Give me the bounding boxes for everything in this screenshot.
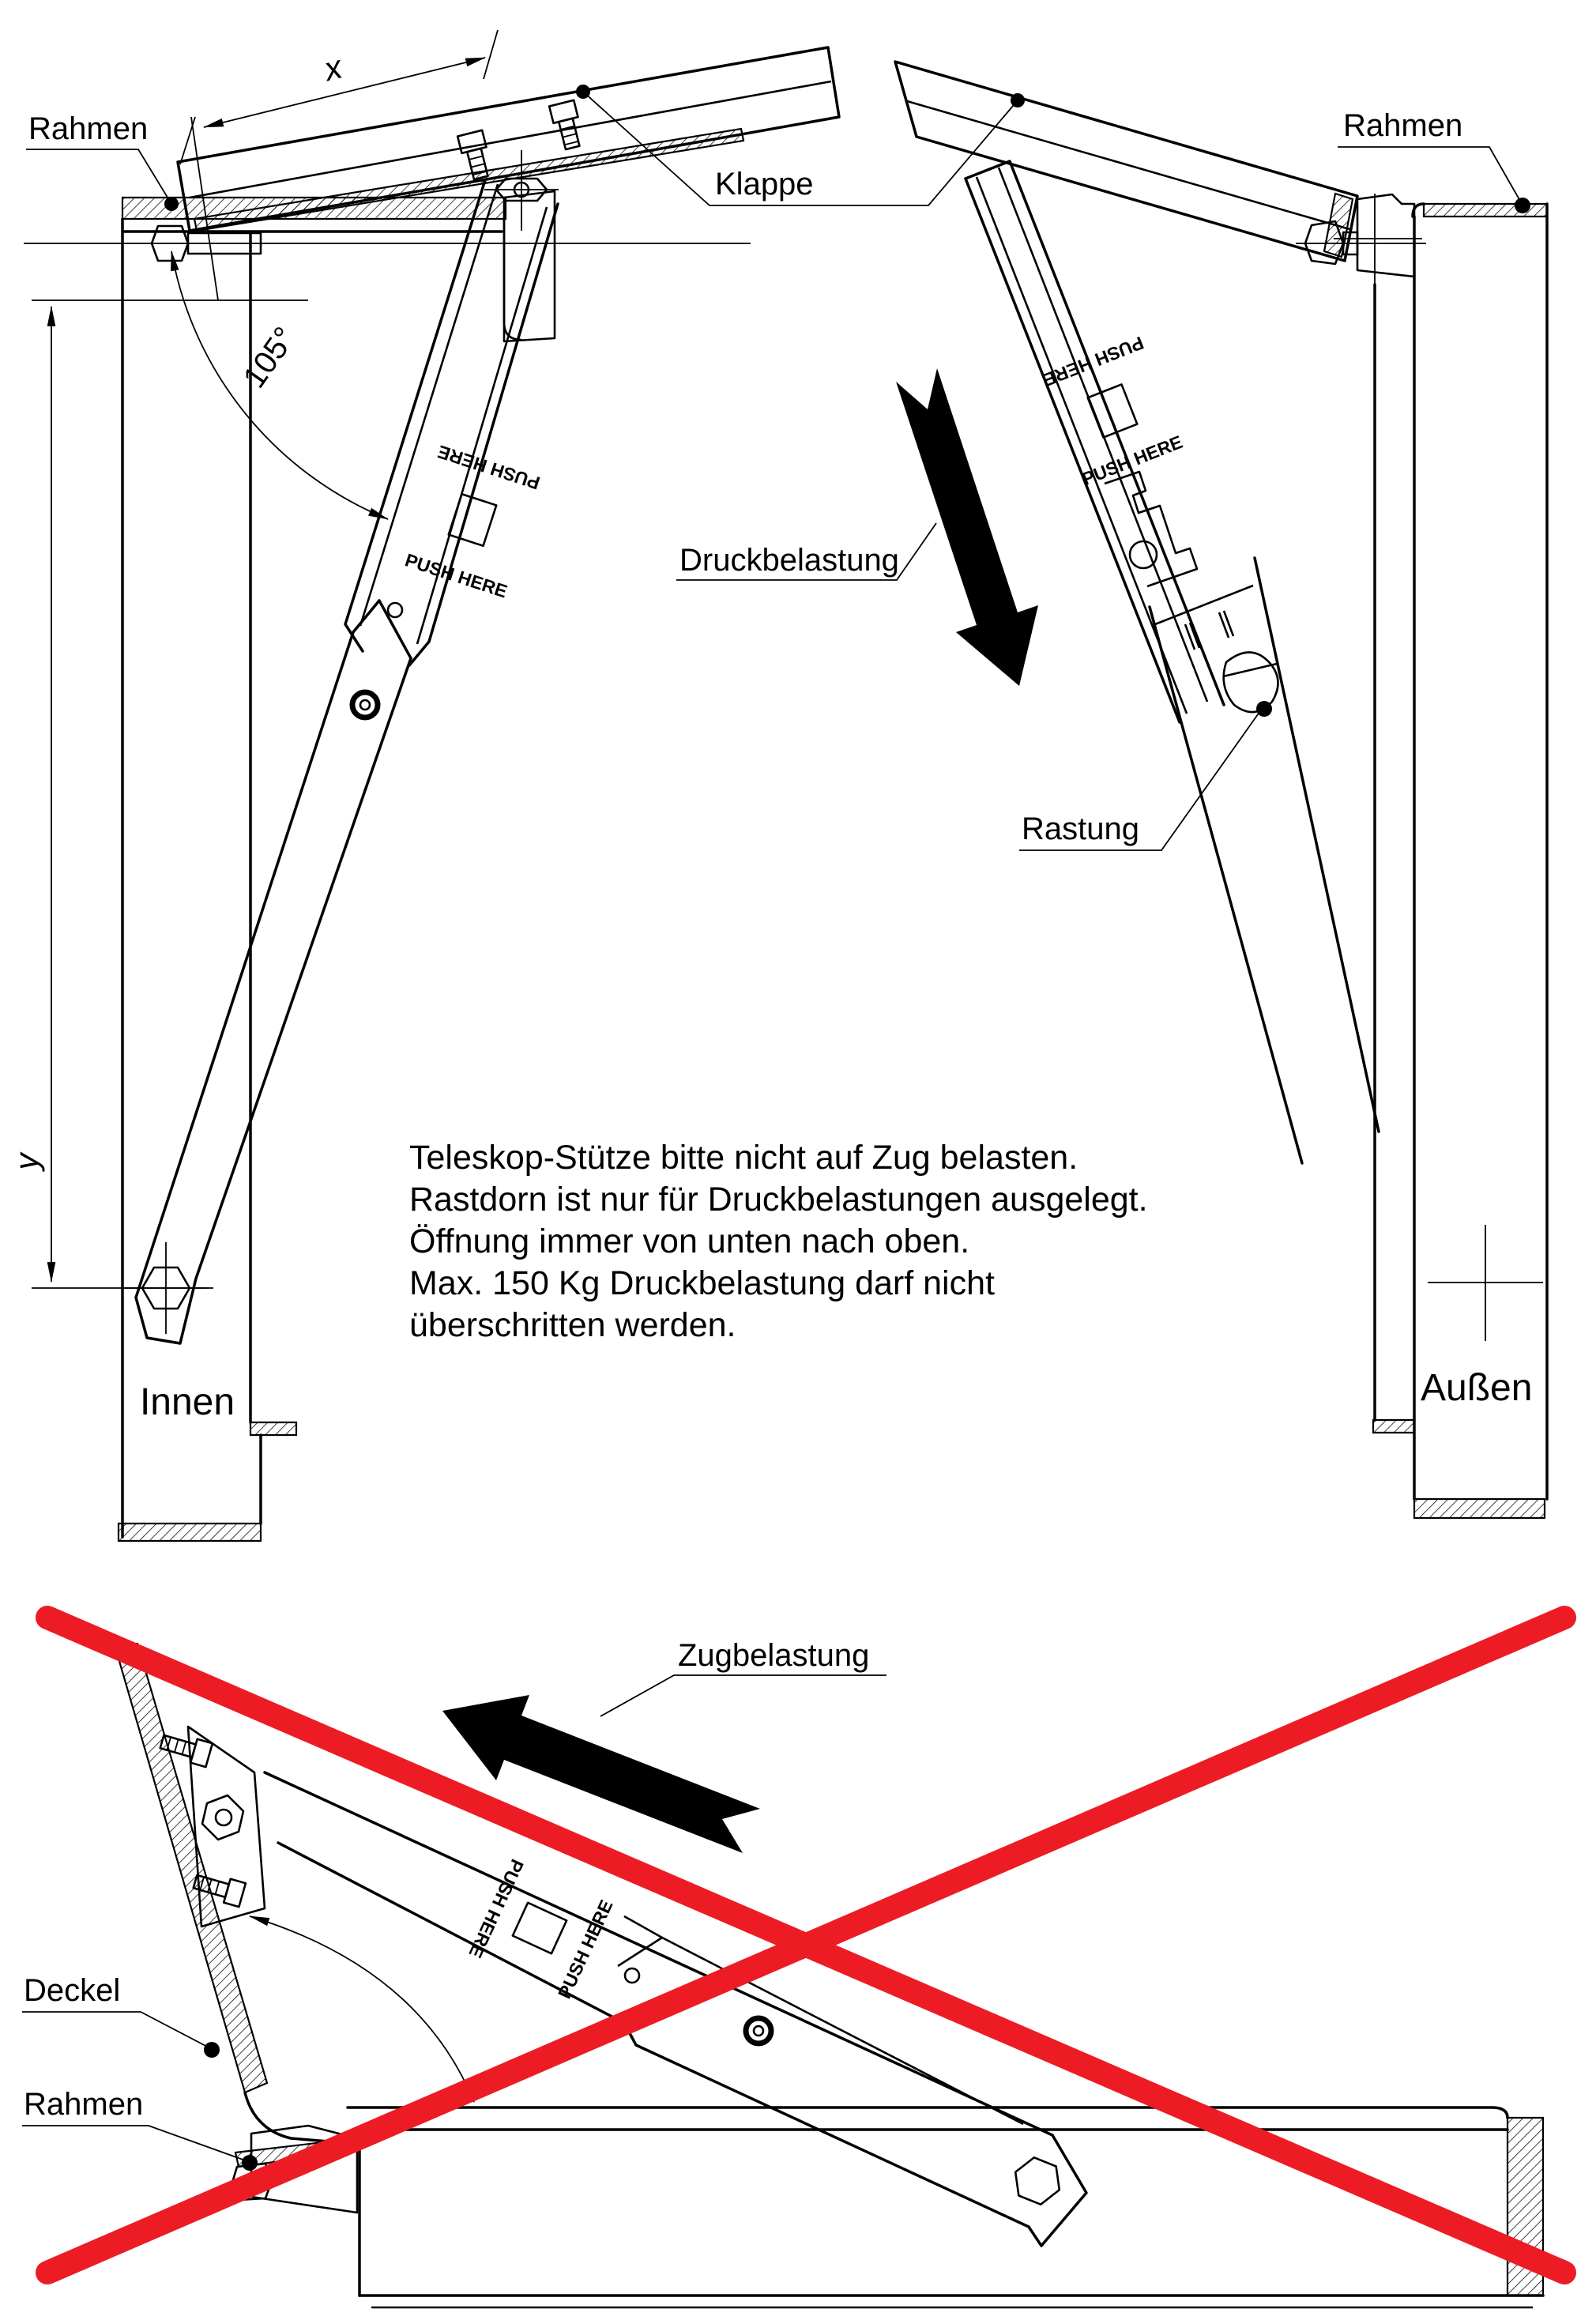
leader-dot <box>576 85 590 99</box>
note-line-4: Max. 150 Kg Druckbelastung darf nicht <box>409 1264 995 1302</box>
frame-left-bottom-lip <box>119 1524 261 1541</box>
arm-rivet <box>352 692 378 718</box>
rahmen-top-right-label: Rahmen <box>1343 108 1463 143</box>
klappe-callout <box>576 85 1025 205</box>
push-here-text: PUSH HERE <box>553 1896 617 2002</box>
rahmen-top-left-callout <box>26 111 179 211</box>
deckel-label: Deckel <box>24 1973 121 2008</box>
hinge-right <box>1296 194 1426 284</box>
note-line-3: Öffnung immer von unten nach oben. <box>409 1222 970 1260</box>
push-here-text: PUSH HERE <box>402 549 510 602</box>
dimension-x <box>180 30 498 300</box>
leader-dot <box>242 2155 258 2171</box>
note-line-5: überschritten werden. <box>409 1306 736 1344</box>
frame-left-side-flange <box>250 1422 296 1435</box>
arm-bottom-pivot-hex <box>1007 2153 1067 2209</box>
arm-rivet <box>746 2018 771 2043</box>
rahmen-bottom-callout <box>22 2087 258 2171</box>
push-here-text-inverted: PUSH HERE <box>465 1855 529 1961</box>
aussen-label: Außen <box>1421 1367 1533 1409</box>
arm-hole <box>388 603 402 617</box>
arm-hole <box>625 1968 639 1983</box>
push-here-text: PUSH HERE <box>1078 431 1186 490</box>
note-line-2: Rastdorn ist nur für Druckbelastungen ausgelegt. <box>409 1181 1148 1218</box>
rastung-pin <box>1224 652 1278 712</box>
push-here-text-inverted: PUSH HERE <box>435 441 543 494</box>
dimension-y <box>8 300 308 1288</box>
rahmen-top-left-label: Rahmen <box>28 111 149 146</box>
dim-x-label: x <box>320 47 346 89</box>
angle-label: 105° <box>236 321 303 395</box>
note-block <box>409 1139 1148 1344</box>
druckbelastung-callout <box>676 368 1038 686</box>
frame-bottom <box>232 2107 1543 2307</box>
frame-right <box>1373 204 1547 1518</box>
frame-right-top-lip <box>1424 204 1547 217</box>
flap-right <box>895 62 1357 261</box>
zugbelastung-arrow <box>442 1695 760 1853</box>
druckbelastung-arrow <box>896 368 1038 686</box>
lid <box>115 1644 357 2144</box>
push-here-button <box>1088 384 1138 437</box>
rastung-label: Rastung <box>1022 812 1139 846</box>
klappe-label: Klappe <box>715 167 814 202</box>
detent-pin-hole <box>1130 541 1157 568</box>
center-mark <box>1428 1225 1543 1341</box>
druckbelastung-label: Druckbelastung <box>679 543 899 578</box>
prohibition-cross <box>47 1618 1564 2273</box>
lid-pivot-nut <box>202 1795 243 1840</box>
deckel-callout <box>22 1973 220 2058</box>
dim-y-label: y <box>8 1153 45 1170</box>
innen-label: Innen <box>139 1381 235 1423</box>
angle-dimension <box>171 251 388 519</box>
push-here-text-inverted: PUSH HERE <box>1040 332 1147 391</box>
push-here-button <box>513 1903 567 1953</box>
rastung-callout <box>1019 709 1262 850</box>
frame-right-side-flange <box>1373 1420 1414 1433</box>
leader-dot <box>164 197 179 211</box>
rahmen-bottom-label: Rahmen <box>24 2087 144 2122</box>
hinge-left <box>24 150 751 341</box>
flap-bolt <box>549 100 585 151</box>
push-here-button <box>449 494 496 546</box>
leader-dot <box>204 2042 220 2058</box>
support-arm-right <box>966 161 1379 1163</box>
frame-right-bottom-lip <box>1414 1499 1545 1518</box>
note-line-1: Teleskop-Stütze bitte nicht auf Zug belasten. <box>409 1139 1078 1177</box>
zugbelastung-label: Zugbelastung <box>678 1638 870 1673</box>
opening-angle-arc <box>250 1916 474 2102</box>
bottom-view <box>22 1618 1564 2307</box>
